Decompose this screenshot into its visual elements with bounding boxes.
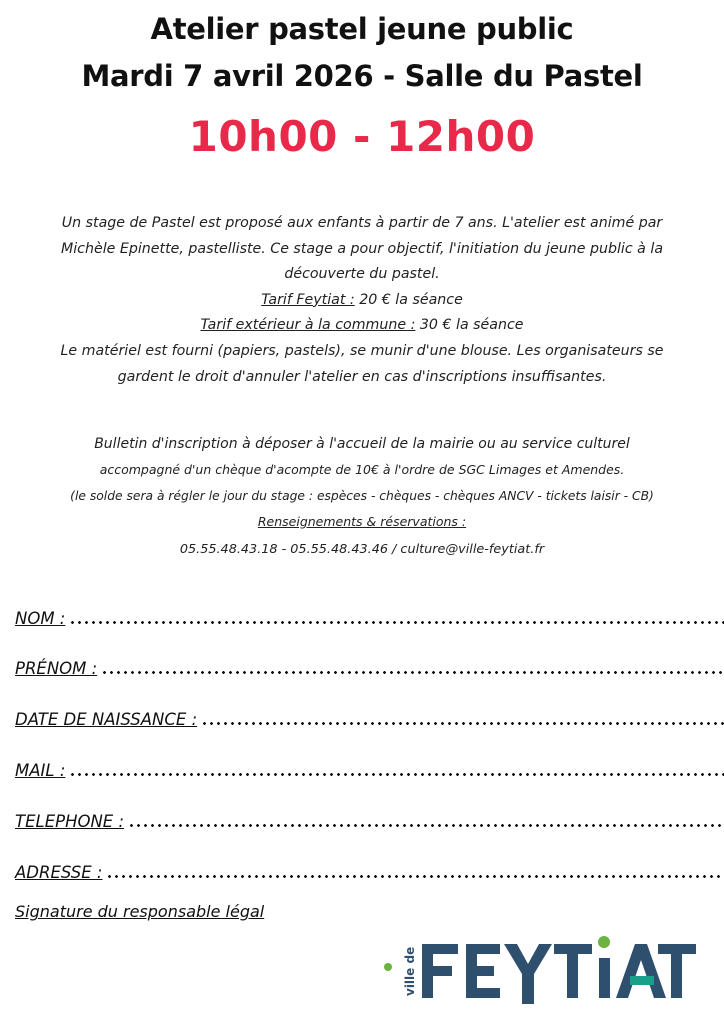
logo-letter-t2-icon — [658, 944, 696, 998]
info-line: Bulletin d'inscription à déposer à l'accueil de la mairie ou au service culturel — [94, 436, 630, 452]
field-nom[interactable] — [15, 600, 724, 630]
signature-label: Signature du responsable légal — [15, 902, 265, 921]
field-mail[interactable] — [15, 752, 724, 782]
logo-letter-y-icon — [504, 944, 552, 1004]
logo-letter-t-icon — [554, 944, 592, 998]
event-description — [10, 211, 714, 390]
tarif-exterieur — [10, 313, 714, 339]
event-title: Atelier pastel jeune public — [150, 12, 574, 46]
field-date-naissance[interactable] — [15, 701, 724, 731]
logo-letter-i-icon — [598, 936, 610, 998]
dotted-line — [69, 773, 724, 776]
feytiat-logo — [378, 930, 698, 1010]
logo-dot-icon — [384, 963, 392, 971]
field-telephone[interactable] — [15, 803, 724, 833]
description-line: découverte du pastel. — [284, 266, 440, 283]
info-line: (le solde sera à régler le jour du stage : espèces - chèques - chèques ANCV - tickets laisir - CB) — [70, 489, 654, 503]
dotted-line — [101, 671, 724, 674]
description-line: gardent le droit d'annuler l'atelier en cas d'inscriptions insuffisantes. — [117, 368, 607, 385]
info-line: accompagné d'un chèque d'acompte de 10€ à l'ordre de SGC Limages et Amendes. — [99, 462, 625, 477]
field-label: PRÉNOM : — [15, 659, 98, 678]
dotted-line — [128, 824, 724, 827]
tarif-feytiat — [10, 288, 714, 314]
dotted-line — [69, 621, 724, 624]
description-line: Michèle Epinette, pastelliste. Ce stage a pour objectif, l'initiation du jeune public à la — [60, 240, 664, 257]
field-label: NOM : — [15, 609, 66, 628]
tarif-feytiat-label: Tarif Feytiat : — [261, 291, 355, 308]
tarif-feytiat-value: 20 € la séance — [354, 291, 463, 308]
field-prenom[interactable] — [15, 650, 724, 680]
logo-prefix: ville de — [403, 946, 417, 996]
logo-letter-f-icon — [422, 944, 458, 998]
tarif-exterieur-value: 30 € la séance — [415, 317, 524, 334]
event-date-venue: Mardi 7 avril 2026 - Salle du Pastel — [81, 59, 643, 93]
field-label: ADRESSE : — [15, 863, 103, 882]
field-label: MAIL : — [15, 761, 66, 780]
contact-details: 05.55.48.43.18 - 05.55.48.43.46 / culture@ville-feytiat.fr — [179, 542, 545, 557]
dotted-line — [106, 875, 724, 878]
tarif-exterieur-label: Tarif extérieur à la commune : — [200, 317, 416, 334]
dotted-line — [201, 722, 724, 725]
description-line: Le matériel est fourni (papiers, pastels), se munir d'une blouse. Les organisateurs se — [60, 342, 664, 359]
logo-letter-e-icon — [466, 944, 500, 998]
description-line: Un stage de Pastel est proposé aux enfants à partir de 7 ans. L'atelier est animé par — [61, 215, 663, 231]
field-label: TELEPHONE : — [15, 812, 125, 831]
field-adresse[interactable] — [15, 854, 724, 884]
registration-info — [0, 431, 724, 565]
field-label: DATE DE NAISSANCE : — [15, 710, 198, 729]
event-time: 10h00 - 12h00 — [188, 112, 536, 161]
contact-title: Renseignements & réservations : — [257, 514, 467, 529]
